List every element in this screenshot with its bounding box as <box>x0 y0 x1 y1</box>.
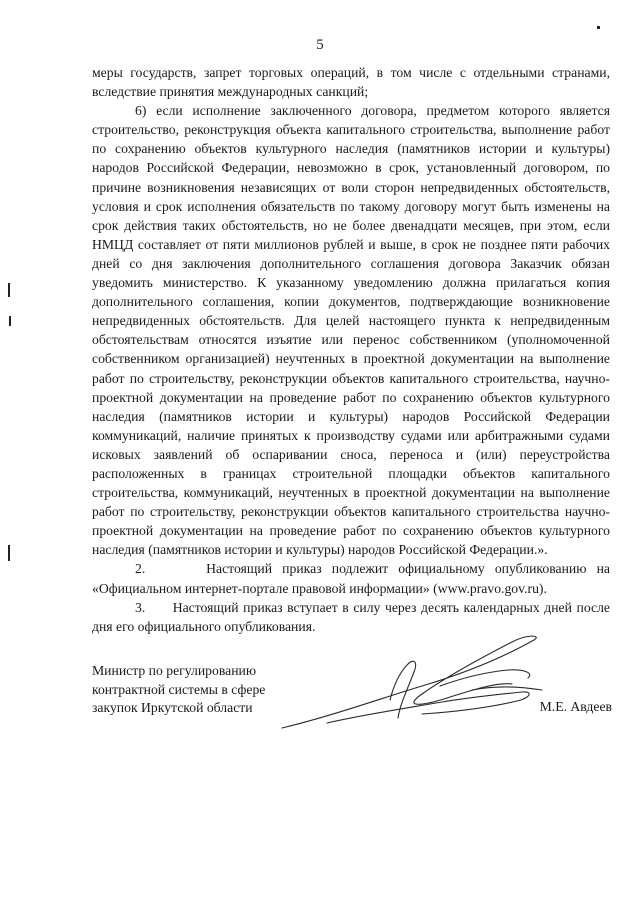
signatory-title <box>92 662 265 718</box>
paragraph-item-3: 3. Настоящий приказ вступает в силу через десять календарных дней после дня его официального опубликования. <box>92 599 610 634</box>
paragraph-item-2: 2. Настоящий приказ подлежит официальному опубликованию на «Официальном интернет-портале правовой информации» (www.pravo.gov.ru). <box>92 561 610 596</box>
scan-mark <box>8 283 10 297</box>
scan-mark <box>597 26 600 29</box>
scan-mark <box>8 545 10 561</box>
paragraph-sanctions: меры государств, запрет торговых операций, в том числе с отдельными странами, вследствие принятия международных санкций; <box>92 65 610 100</box>
signatory-title-line: контрактной системы в сфере <box>92 681 266 697</box>
signature-block <box>92 662 612 732</box>
scan-mark <box>9 316 11 326</box>
document-body <box>92 63 610 636</box>
page-number: 5 <box>316 37 324 53</box>
signatory-name: М.Е. Авдеев <box>539 699 612 714</box>
handwritten-signature <box>272 628 592 738</box>
signatory-title-line: Министр по регулированию <box>92 663 257 678</box>
signatory-title-line: закупок Иркутской области <box>92 700 253 715</box>
paragraph-item-6: 6) если исполнение заключенного договора, предметом которого является строительство, реконструкция объекта капитального строительства, выполнение работ по сохранению объектов культурного наследия (памятников истории и культуры) народов Российской Федерации, невозможно в срок, установленный договором, по причине возникновения независящих от воли сторон непредвиденных обстоятельств, условия и срок исполнения обязательств по такому договору могут быть изменены на срок действия таких обстоятельств, но не более двенадцати месяцев, при этом, если НМЦД составляет от пяти миллионов рублей и выше, в срок не позднее пяти рабочих дней со дня заключения дополнительного соглашения договора Заказчик обязан уведомить министерство. К указанному уведомлению должна прилагаться копия дополнительного соглашения, копии документов, подтверждающие возникновение непредвиденных обстоятельств. Для целей настоящего пункта к непредвиденным обстоятельствам относятся изъятие или перенос собственником (уполномоченной собственником организацией) неучтенных в проектной документации на выполнение работ по строительству, реконструкции объектов капитального строительства, научно-проектной документации на проведение работ по сохранению объектов культурного наследия (памятников истории и культуры) народов Российской Федерации коммуникаций, наличие принятых к производству судами или арбитражными судами исковых заявлений об оспаривании сноса, переноса и (или) переустройства расположенных в границах строительной площадки объектов капитального строительства, коммуникаций, неучтенных в проектной документации на выполнение работ по строительству, реконструкции объектов капитального строительства научно-проектной документации на проведение работ по сохранению объектов культурного наследия (памятников истории и культуры) народов Российской Федерации.». <box>92 103 610 558</box>
